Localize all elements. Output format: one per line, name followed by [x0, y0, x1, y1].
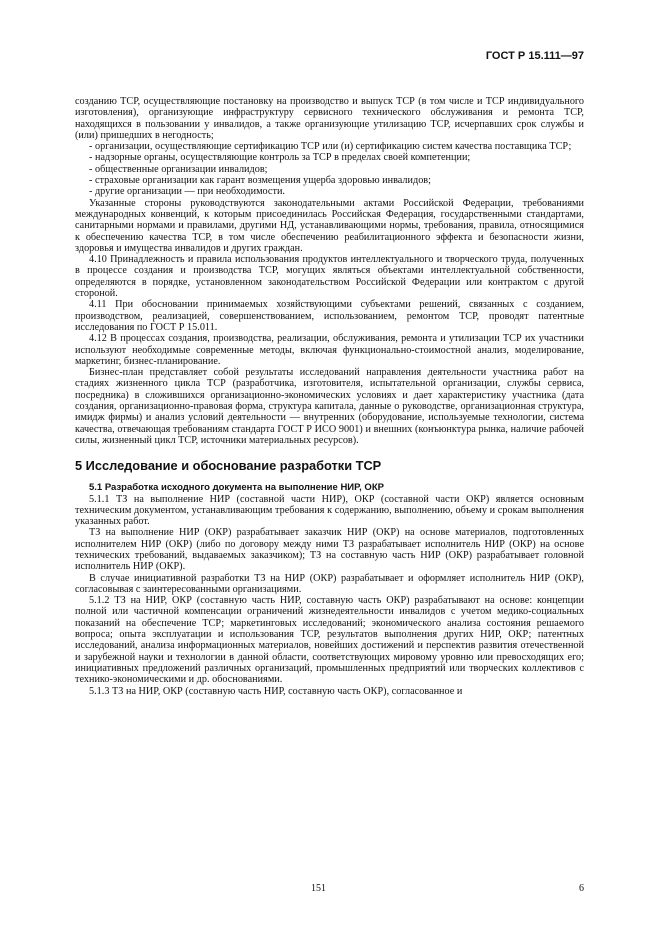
paragraph: 5.1.2 ТЗ на НИР, ОКР (составную часть НИР, составную часть ОКР) разрабатывают на основе: концепции полной или частичной компенсации ограничений жизнедеятельности инвалидов с учетом медико-социальных показаний на обеспечение ТСР; маркетинговых исследований; экономического анализа состояния решаемого вопроса; опыта эксплуатации и использования ТСР, результатов выполнения других НИР, ОКР; патентных исследований, анализа информационных материалов, новейших достижений и перспектив развития отечественной и зарубежной науки и технологии в данной области, соответствующих мировому уровню или превосходящих его; инициативных предложений различных организаций, промышленных предприятий или творческих коллективов с технико-экономическими и др. обоснованиями. — [75, 595, 584, 686]
paragraph: - организации, осуществляющие сертификацию ТСР или (и) сертификацию систем качества поставщика ТСР; — [89, 141, 572, 153]
paragraph: 4.12 В процессах создания, производства, реализации, обслуживания, ремонта и утилизации ТСР их участники используют необходимые современные методы, включая функционально-стоимостной анализ, моделирование, маркетинг, бизнес-планирование. — [75, 333, 584, 367]
subsection-title: 5.1 Разработка исходного документа на выполнение НИР, ОКР — [89, 482, 384, 494]
section-title: 5 Исследование и обоснование разработки ТСР — [75, 458, 382, 474]
document-page — [75, 0, 584, 936]
page-content — [75, 96, 584, 697]
paragraph: 4.11 При обосновании принимаемых хозяйствующими субъектами решений, связанных с созданием, производством, реализацией, совершенствованием, использованием, ремонтом ТСР, проводят патентные исследования по ГОСТ Р 15.011. — [75, 299, 584, 333]
paragraph: Указанные стороны руководствуются законодательными актами Российской Федерации, требованиями международных конвенций, к которым присоединилась Российская Федерация, государственными стандартами, санитарными нормами и правилами, другими НД, устанавливающими нормы, требования, правила, относящимися к обеспечению качества ТСР, в том числе обеспечению реабилитационного эффекта и безопасности жизни, здоровья и имущества инвалидов и других граждан. — [75, 197, 584, 254]
standard-code-header: ГОСТ Р 15.111—97 — [485, 50, 584, 62]
paragraph: В случае инициативной разработки ТЗ на НИР (ОКР) разрабатывает и оформляет исполнитель НИР (ОКР), согласовывая с заинтересованными организациями. — [75, 572, 584, 595]
paragraph: - другие организации — при необходимости. — [89, 186, 285, 198]
paragraph: 5.1.3 ТЗ на НИР, ОКР (составную часть НИР, составную часть ОКР), согласованное и — [89, 685, 463, 697]
paragraph: - надзорные органы, осуществляющие контроль за ТСР в пределах своей компетенции; — [89, 152, 471, 164]
paragraph: 4.10 Принадлежность и правила использования продуктов интеллектуального и творческого труда, полученных в процессе создания и производства ТСР, могущих являться объектами интеллектуальной собственности, определяются в порядке, установленном законодательством Российской Федерации или контрактом с другой стороной. — [75, 254, 584, 300]
bottom-paragraphs — [75, 494, 584, 697]
footer-right-number: 6 — [579, 883, 584, 894]
page-number: 151 — [311, 883, 326, 894]
paragraph: 5.1.1 ТЗ на выполнение НИР (составной части НИР), ОКР (составной части ОКР) является основным техническим документом, устанавливающим требования к содержанию, выполнению, объему и срокам выполнения указанных работ. — [75, 493, 584, 528]
paragraph: Бизнес-план представляет собой результаты исследований направления деятельности участника работ на стадиях жизненного цикла ТСР (разработчика, изготовителя, испытательной организации, службы сервиса, посредника) в сложившихся организационно-экономических условиях и дает характеристику участника (дата создания, организационно-правовая форма, структура капитала, данные о руководстве, организационная структура, имидж фирмы) и анализ условий деятельности — внутренних (оборудование, используемые технологии, система качества, отвечающая требованиям стандарта ГОСТ Р ИСО 9001) и внешних (конъюнктура рынка, наличие рабочей силы, жизненный цикл ТСР, источники материальных ресурсов). — [75, 367, 584, 446]
paragraph: созданию ТСР, осуществляющие постановку на производство и выпуск ТСР (в том числе и ТСР индивидуального изготовления), организующие инфраструктуру сервисного технического обслуживания и ремонта ТСР, находящихся в пользовании у инвалидов, а также организующие утилизацию ТСР, исчерпавших срок службы и (или) пришедших в негодность; — [75, 96, 584, 141]
paragraph: ТЗ на выполнение НИР (ОКР) разрабатывает заказчик НИР (ОКР) на основе материалов, подготовленных исполнителем НИР (ОКР) (либо по договору между ними ТЗ разрабатывает исполнитель НИР (ОКР) на основе технических требований, выдаваемых заказчиком); ТЗ на составную часть НИР (ОКР) разрабатывает головной исполнитель НИР (ОКР). — [75, 527, 584, 573]
paragraph: - общественные организации инвалидов; — [89, 163, 268, 175]
paragraph: - страховые организации как гарант возмещения ущерба здоровью инвалидов; — [89, 175, 431, 187]
top-paragraphs — [75, 96, 584, 446]
